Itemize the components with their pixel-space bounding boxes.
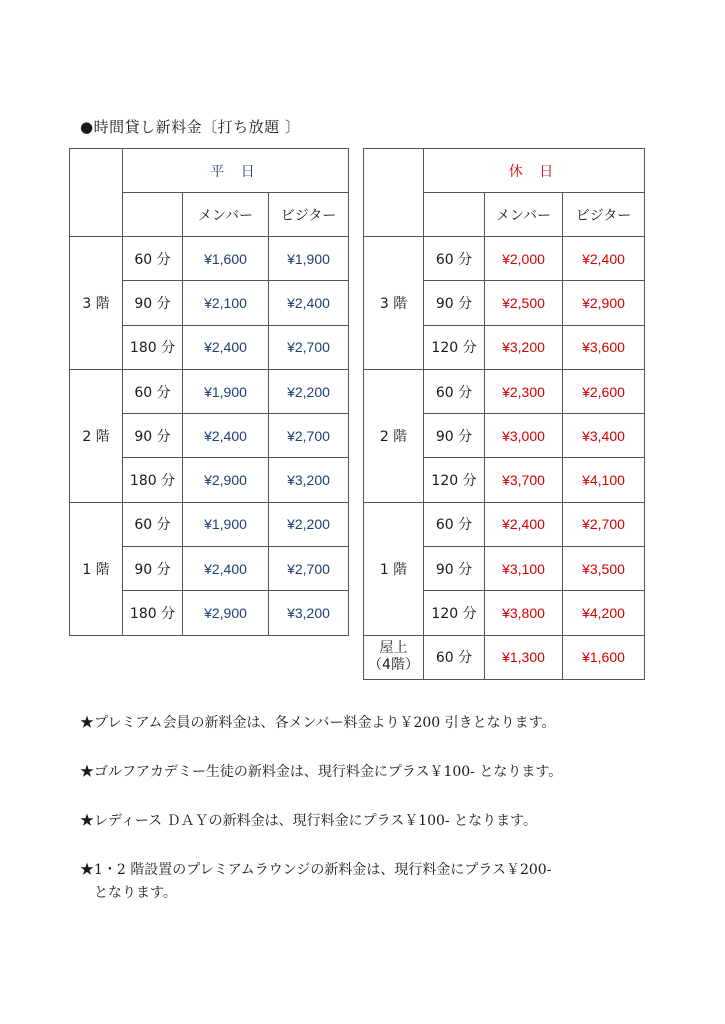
duration-cell: 90 分 bbox=[123, 547, 183, 591]
visitor-price-cell: ¥2,700 bbox=[563, 502, 645, 546]
member-price-cell: ¥3,000 bbox=[485, 414, 563, 458]
floor-label: 3 階 bbox=[364, 237, 424, 370]
member-price-cell: ¥2,300 bbox=[485, 369, 563, 413]
member-price-cell: ¥2,400 bbox=[183, 547, 269, 591]
col-visitor: ビジター bbox=[269, 193, 349, 237]
duration-cell: 60 分 bbox=[424, 369, 485, 413]
visitor-price-cell: ¥2,400 bbox=[269, 281, 349, 325]
rooftop-floor-label bbox=[364, 635, 424, 679]
duration-cell: 90 分 bbox=[424, 414, 485, 458]
duration-cell: 120 分 bbox=[424, 591, 485, 635]
member-price-cell: ¥2,400 bbox=[183, 414, 269, 458]
floor-label: 1 階 bbox=[364, 502, 424, 635]
blank-header-cell bbox=[123, 193, 183, 237]
visitor-price-cell: ¥2,700 bbox=[269, 414, 349, 458]
member-price-cell: ¥2,000 bbox=[485, 237, 563, 281]
visitor-price-cell: ¥3,500 bbox=[563, 547, 645, 591]
visitor-price-cell: ¥2,200 bbox=[269, 369, 349, 413]
member-price-cell: ¥1,300 bbox=[485, 635, 563, 679]
duration-cell: 90 分 bbox=[123, 281, 183, 325]
duration-cell: 60 分 bbox=[424, 635, 485, 679]
member-price-cell: ¥2,100 bbox=[183, 281, 269, 325]
visitor-price-cell: ¥2,700 bbox=[269, 325, 349, 369]
member-price-cell: ¥1,900 bbox=[183, 502, 269, 546]
floor-label: 2 階 bbox=[70, 369, 123, 502]
visitor-price-cell: ¥1,900 bbox=[269, 237, 349, 281]
visitor-price-cell: ¥1,600 bbox=[563, 635, 645, 679]
duration-cell: 90 分 bbox=[424, 547, 485, 591]
duration-cell: 60 分 bbox=[123, 369, 183, 413]
visitor-price-cell: ¥2,900 bbox=[563, 281, 645, 325]
note-ladies-day: ★レディース ＤＡＹの新料金は、現行料金にプラス￥100- となります。 bbox=[80, 813, 537, 829]
holiday-body bbox=[364, 237, 645, 636]
visitor-price-cell: ¥2,200 bbox=[269, 502, 349, 546]
member-price-cell: ¥1,900 bbox=[183, 369, 269, 413]
visitor-price-cell: ¥3,200 bbox=[269, 591, 349, 635]
visitor-price-cell: ¥4,200 bbox=[563, 591, 645, 635]
member-price-cell: ¥3,100 bbox=[485, 547, 563, 591]
visitor-price-cell: ¥3,400 bbox=[563, 414, 645, 458]
member-price-cell: ¥3,800 bbox=[485, 591, 563, 635]
visitor-price-cell: ¥2,600 bbox=[563, 369, 645, 413]
weekday-price-table bbox=[69, 148, 349, 636]
duration-cell: 180 分 bbox=[123, 458, 183, 502]
weekday-title: 平 日 bbox=[123, 149, 349, 193]
floor-label: 3 階 bbox=[70, 237, 123, 370]
member-price-cell: ¥2,400 bbox=[183, 325, 269, 369]
duration-cell: 60 分 bbox=[424, 237, 485, 281]
member-price-cell: ¥2,400 bbox=[485, 502, 563, 546]
corner-cell bbox=[70, 149, 123, 237]
visitor-price-cell: ¥3,200 bbox=[269, 458, 349, 502]
visitor-price-cell: ¥2,700 bbox=[269, 547, 349, 591]
note-academy: ★ゴルフアカデミー生徒の新料金は、現行料金にプラス￥100- となります。 bbox=[80, 764, 563, 780]
table-row bbox=[70, 369, 349, 413]
visitor-price-cell: ¥4,100 bbox=[563, 458, 645, 502]
blank-header-cell bbox=[424, 193, 485, 237]
duration-cell: 60 分 bbox=[424, 502, 485, 546]
member-price-cell: ¥3,200 bbox=[485, 325, 563, 369]
corner-cell bbox=[364, 149, 424, 237]
weekday-body bbox=[70, 237, 349, 636]
col-member: メンバー bbox=[183, 193, 269, 237]
member-price-cell: ¥1,600 bbox=[183, 237, 269, 281]
duration-cell: 180 分 bbox=[123, 591, 183, 635]
table-row bbox=[70, 237, 349, 281]
note-premium: ★プレミアム会員の新料金は、各メンバー料金より￥200 引きとなります。 bbox=[80, 715, 556, 731]
member-price-cell: ¥2,900 bbox=[183, 591, 269, 635]
duration-cell: 90 分 bbox=[123, 414, 183, 458]
member-price-cell: ¥2,500 bbox=[485, 281, 563, 325]
floor-label: 2 階 bbox=[364, 369, 424, 502]
page-heading: ●時間貸し新料金〔打ち放題 〕 bbox=[80, 118, 301, 136]
member-price-cell: ¥3,700 bbox=[485, 458, 563, 502]
duration-cell: 60 分 bbox=[123, 502, 183, 546]
rooftop-label-line1: 屋上 bbox=[379, 640, 408, 657]
table-row bbox=[364, 502, 645, 546]
visitor-price-cell: ¥2,400 bbox=[563, 237, 645, 281]
col-member: メンバー bbox=[485, 193, 563, 237]
table-row bbox=[70, 502, 349, 546]
floor-label: 1 階 bbox=[70, 502, 123, 635]
col-visitor: ビジター bbox=[563, 193, 645, 237]
table-row bbox=[364, 369, 645, 413]
visitor-price-cell: ¥3,600 bbox=[563, 325, 645, 369]
duration-cell: 180 分 bbox=[123, 325, 183, 369]
duration-cell: 120 分 bbox=[424, 325, 485, 369]
note-lounge-continuation: となります。 bbox=[94, 885, 177, 901]
duration-cell: 120 分 bbox=[424, 458, 485, 502]
holiday-price-table bbox=[363, 148, 645, 680]
duration-cell: 90 分 bbox=[424, 281, 485, 325]
rooftop-label-line2: （4階） bbox=[368, 657, 419, 674]
note-lounge: ★1・2 階設置のプレミアムラウンジの新料金は、現行料金にプラス￥200- bbox=[80, 862, 552, 878]
table-row bbox=[364, 237, 645, 281]
duration-cell: 60 分 bbox=[123, 237, 183, 281]
member-price-cell: ¥2,900 bbox=[183, 458, 269, 502]
holiday-title: 休 日 bbox=[424, 149, 645, 193]
